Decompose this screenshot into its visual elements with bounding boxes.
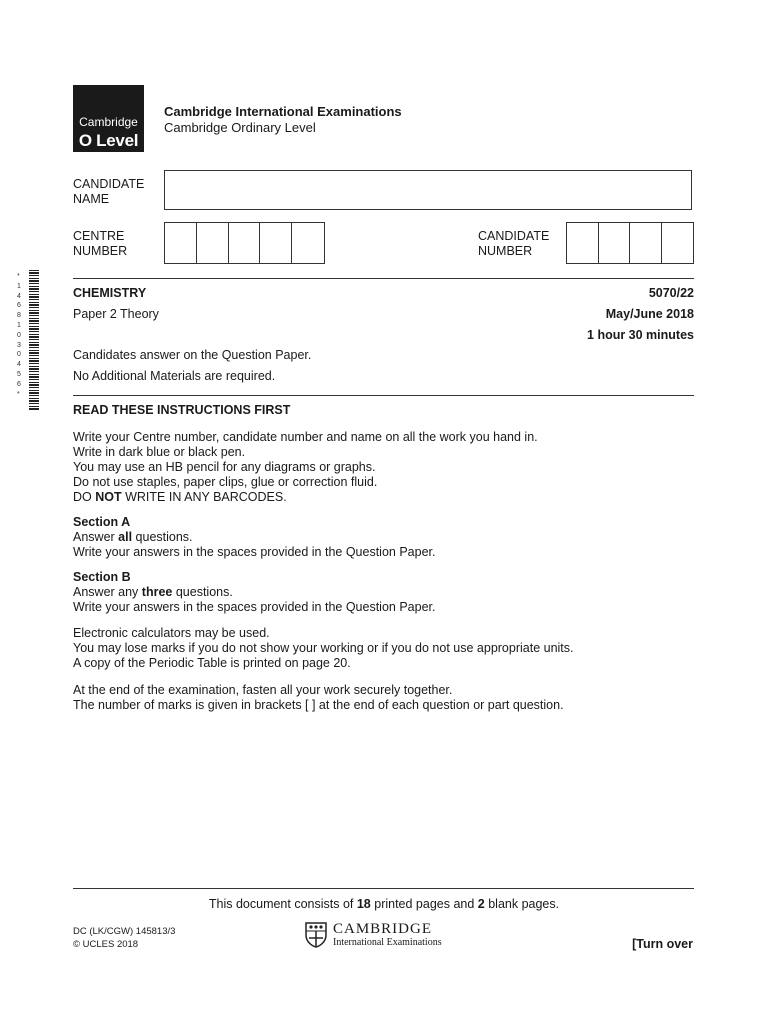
copyright: © UCLES 2018 xyxy=(73,939,139,950)
digit-box[interactable] xyxy=(567,223,599,263)
page-count-statement: This document consists of 18 printed pages and 2 blank pages. xyxy=(208,897,560,911)
digit-box[interactable] xyxy=(165,223,197,263)
instruction-line: You may use an HB pencil for any diagrams or graphs. xyxy=(73,460,376,474)
instruction-line: At the end of the examination, fasten all your work securely together. xyxy=(73,683,453,697)
cambridge-wordmark: CAMBRIDGE xyxy=(333,921,433,937)
digit-box[interactable] xyxy=(292,223,324,263)
qualification-name: Cambridge Ordinary Level xyxy=(164,120,316,135)
document-reference xyxy=(73,925,175,951)
logo-line-1: Cambridge xyxy=(79,115,138,129)
section-b-instructions xyxy=(73,570,435,615)
exam-session: May/June 2018 xyxy=(605,307,694,321)
logo-line-2: O Level xyxy=(78,131,139,150)
paper-title: Paper 2 Theory xyxy=(73,307,159,321)
digit-box[interactable] xyxy=(260,223,292,263)
exam-duration: 1 hour 30 minutes xyxy=(587,328,694,342)
organisation-name: Cambridge International Examinations xyxy=(164,104,402,119)
candidate-number-boxes[interactable] xyxy=(566,222,694,264)
turn-over: [Turn over xyxy=(632,937,693,951)
digit-box[interactable] xyxy=(599,223,631,263)
section-a-answer: Answer all questions. xyxy=(73,530,193,544)
section-a-title: Section A xyxy=(73,515,131,529)
instruction-line: Electronic calculators may be used. xyxy=(73,626,270,640)
divider xyxy=(73,395,694,396)
divider xyxy=(73,278,694,279)
digit-box[interactable] xyxy=(229,223,261,263)
cambridge-o-level-logo xyxy=(73,85,144,152)
section-b-answer: Answer any three questions. xyxy=(73,585,233,599)
instruction-line: The number of marks is given in brackets [ ] at the end of each question or part question. xyxy=(73,698,564,712)
materials-line-2: No Additional Materials are required. xyxy=(73,369,276,383)
centre-number-boxes[interactable] xyxy=(164,222,325,264)
instruction-line: You may lose marks if you do not show your working or if you do not use appropriate units. xyxy=(73,641,574,655)
cambridge-crest-icon xyxy=(305,922,327,948)
digit-box[interactable] xyxy=(630,223,662,263)
reference-code: DC (LK/CGW) 145813/3 xyxy=(73,926,176,937)
candidate-name-field[interactable] xyxy=(164,170,692,210)
general-instructions xyxy=(73,430,538,505)
materials-line-1: Candidates answer on the Question Paper. xyxy=(73,348,312,362)
subject-name: CHEMISTRY xyxy=(73,286,147,300)
instruction-line-barcodes: DO NOT WRITE IN ANY BARCODES. xyxy=(73,490,287,504)
section-a-instructions xyxy=(73,515,435,560)
candidate-name-label: CANDIDATE NAME xyxy=(73,177,145,206)
section-b-title: Section B xyxy=(73,570,131,584)
centre-number-label: CENTRE NUMBER xyxy=(73,229,128,258)
footer-divider xyxy=(73,888,694,889)
instruction-line: Write in dark blue or black pen. xyxy=(73,445,246,459)
instruction-line: Write your Centre number, candidate number and name on all the work you hand in. xyxy=(73,430,538,444)
section-b-write: Write your answers in the spaces provided in the Question Paper. xyxy=(73,600,436,614)
end-instructions xyxy=(73,683,564,713)
instruction-line: A copy of the Periodic Table is printed on page 20. xyxy=(73,656,351,670)
instruction-line: Do not use staples, paper clips, glue or correction fluid. xyxy=(73,475,378,489)
digit-box[interactable] xyxy=(662,223,693,263)
calculator-instructions xyxy=(73,626,574,671)
cambridge-wordmark-sub: International Examinations xyxy=(333,937,442,948)
candidate-number-label: CANDIDATE NUMBER xyxy=(478,229,550,258)
section-a-write: Write your answers in the spaces provided in the Question Paper. xyxy=(73,545,436,559)
barcode xyxy=(29,270,39,410)
instructions-heading: READ THESE INSTRUCTIONS FIRST xyxy=(73,403,291,417)
component-code: 5070/22 xyxy=(648,286,694,300)
barcode-number: * 1 4 6 8 1 0 3 0 4 5 6 * xyxy=(17,273,21,398)
digit-box[interactable] xyxy=(197,223,229,263)
